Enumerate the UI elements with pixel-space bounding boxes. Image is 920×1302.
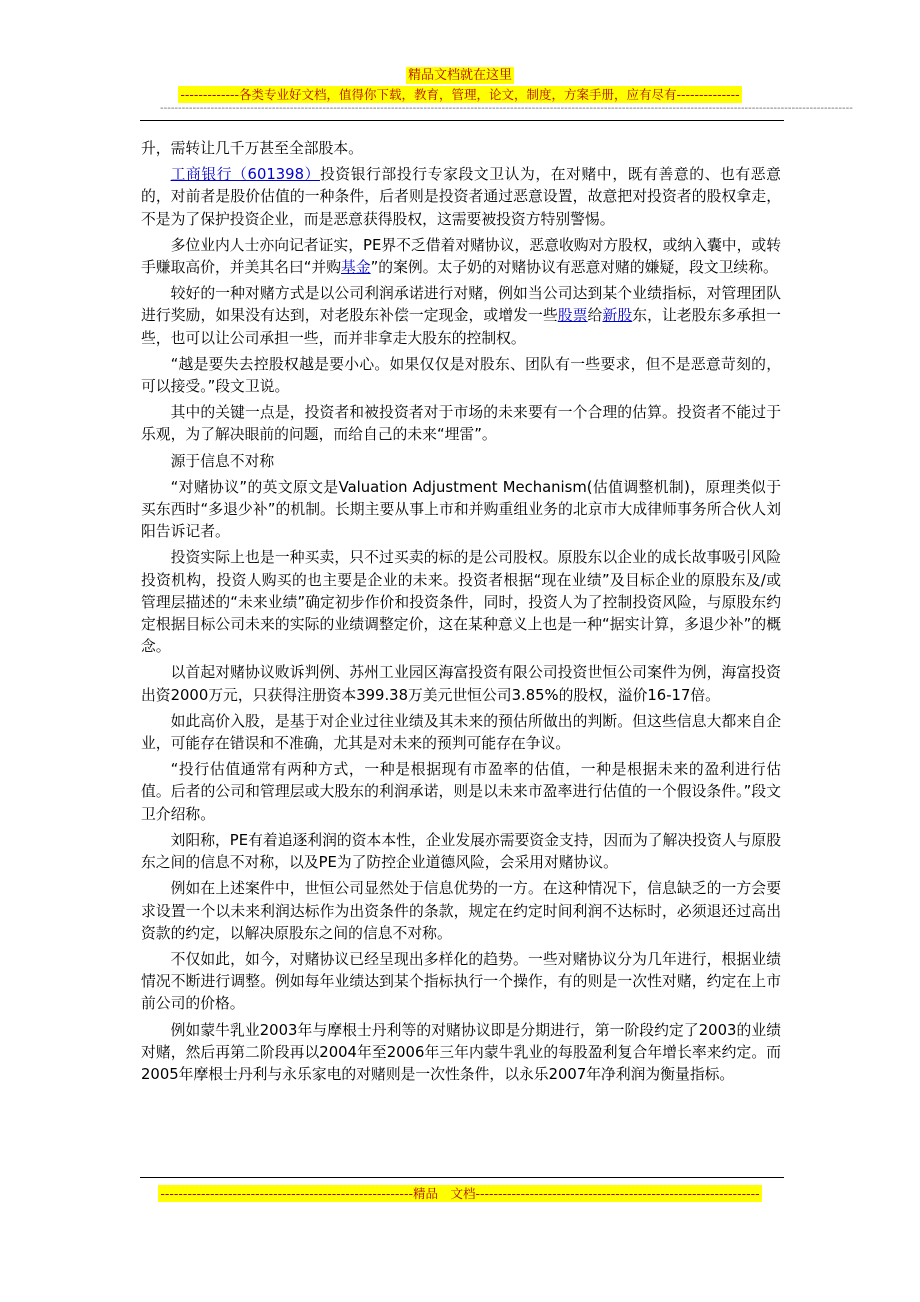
paragraph: 例如蒙牛乳业2003年与摩根士丹利等的对赌协议即是分期进行，第一阶段约定了2003的业绩对赌，然后再第二阶段再以2004年至2006年三年内蒙牛乳业的每股盈利复合年增长率来约定。而2005年摩根士丹利与永乐家电的对赌则是一次性条件，以永乐2007年净利润为衡量指标。 bbox=[141, 1021, 781, 1083]
paragraph: 以首起对赌协议败诉判例、苏州工业园区海富投资有限公司投资世恒公司案件为例，海富投资出资2000万元，只获得注册资本399.38万美元世恒公司3.85%的股权，溢价16-17倍。 bbox=[141, 664, 781, 704]
paragraph: 多位业内人士亦向记者证实，PE界不乏借着对赌协议，恶意收购对方股权，或纳入囊中，或转手赚取高价，并美其名曰“并购基金”的案例。太子奶的对赌协议有恶意对赌的嫌疑，段文卫续称。 bbox=[141, 236, 781, 277]
paragraph: 不仅如此，如今，对赌协议已经呈现出多样化的趋势。一些对赌协议分为几年进行，根据业绩情况不断进行调整。例如每年业绩达到某个指标执行一个操作，有的则是一次性对赌，约定在上市前公司的价格。 bbox=[141, 950, 781, 1013]
paragraph: “对赌协议”的英文原文是Valuation Adjustment Mechanism(估值调整机制)，原理类似于买东西时“多退少补”的机制。长期主要从事上市和并购重组业务的北京市大成律师事务所合伙人刘阳告诉记者。 bbox=[141, 478, 781, 541]
paragraph: 例如在上述案件中，世恒公司显然处于信息优势的一方。在这种情况下，信息缺乏的一方会要求设置一个以未来利润达标作为出资条件的条款，规定在约定时间利润不达标时，必须退还过高出资款的约定，以解决原股东之间的信息不对称。 bbox=[141, 880, 781, 942]
link-icbc[interactable]: 工商银行（601398） bbox=[170, 166, 320, 184]
paragraph: 其中的关键一点是，投资者和被投资者对于市场的未来要有一个合理的估算。投资者不能过于乐观，为了解决眼前的问题，而给自己的未来“埋雷”。 bbox=[141, 404, 781, 444]
page-footer bbox=[0, 1183, 920, 1202]
paragraph: 投资实际上也是一种买卖，只不过买卖的标的是公司股权。原股东以企业的成长故事吸引风险投资机构，投资人购买的也主要是企业的未来。投资者根据“现在业绩”及目标企业的原股东及/或管理层描述的“未来业绩”确定初步作价和投资条件，同时，投资人为了控制投资风险，与原股东约定根据目标公司未来的实际的业绩调整定价，这在某种意义上也是一种“据实计算，多退少补”的概念。 bbox=[141, 549, 781, 656]
link-stock[interactable]: 股票 bbox=[557, 307, 588, 325]
article-body bbox=[141, 138, 781, 1090]
paragraph: 工商银行（601398）投资银行部投行专家段文卫认为，在对赌中，既有善意的、也有恶意的，对前者是股价估值的一种条件，后者则是投资者通过恶意设置，故意把对投资者的股权拿走，不是为了保护投资企业，而是恶意获得股权，这需要被投资方特别警惕。 bbox=[141, 166, 781, 228]
page-header bbox=[0, 64, 920, 103]
link-new-stock[interactable]: 新股 bbox=[602, 307, 633, 325]
link-fund[interactable]: 基金 bbox=[341, 259, 371, 277]
paragraph: “越是要失去控股权越是要小心。如果仅仅是对股东、团队有一些要求，但不是恶意苛刻的，可以接受。”段文卫说。 bbox=[141, 355, 781, 396]
footer-rule bbox=[140, 1177, 784, 1178]
header-dash-line: ------------------------------------------------------------------------------------------------------------------------------------------------------------------------------------------------ bbox=[160, 103, 853, 114]
paragraph: “投行估值通常有两种方式，一种是根据现有市盈率的估值，一种是根据未来的盈利进行估值。后者的公司和管理层或大股东的利润承诺，则是以未来市盈率进行估值的一个假设条件。”段文卫介绍称。 bbox=[141, 761, 781, 823]
paragraph: 如此高价入股，是基于对企业过往业绩及其未来的预估所做出的判断。但这些信息大都来自企业，可能存在错误和不准确，尤其是对未来的预判可能存在争议。 bbox=[141, 712, 781, 753]
section-heading: 源于信息不对称 bbox=[170, 452, 275, 470]
paragraph: 升，需转让几千万甚至全部股本。 bbox=[141, 140, 363, 157]
header-rule bbox=[140, 120, 784, 121]
paragraph: 较好的一种对赌方式是以公司利润承诺进行对赌，例如当公司达到某个业绩指标，对管理团队进行奖励，如果没有达到，对老股东补偿一定现金，或增发一些股票给新股东，让老股东多承担一些，也可以让公司承担一些，而并非拿走大股东的控制权。 bbox=[141, 285, 781, 347]
footer-text: --------------------------------------------------------精品 文档--------------------------------------------------------------- bbox=[160, 1186, 760, 1201]
header-title: 精品文档就在这里 bbox=[407, 68, 512, 83]
paragraph: 刘阳称，PE有着追逐利润的资本本性，企业发展亦需要资金支持，因而为了解决投资人与原股东之间的信息不对称，以及PE为了防控企业道德风险，会采用对赌协议。 bbox=[141, 831, 781, 872]
header-subtitle: -------------各类专业好文档，值得你下载，教育，管理，论文，制度，方案手册，应有尽有-------------- bbox=[180, 87, 740, 102]
